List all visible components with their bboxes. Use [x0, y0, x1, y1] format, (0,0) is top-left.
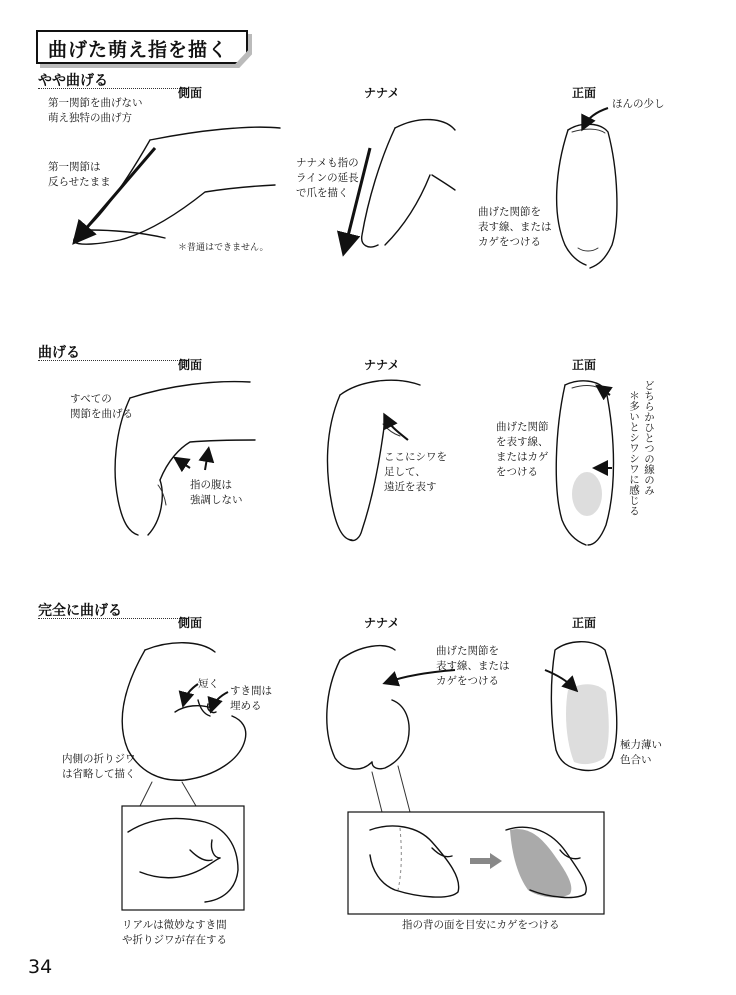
finger-full-front — [545, 642, 617, 771]
col-side: 側面 — [178, 358, 203, 372]
note-all-joints: すべての 関節を曲げる — [70, 393, 133, 420]
note-real: リアルは微妙なすき間 や折りジワが存在する — [122, 919, 227, 946]
note-inner: 内側の折りジワ は省略して描く — [62, 753, 136, 780]
note-joint-line: 曲げた関節 を表す線、 またはカゲ をつける — [496, 421, 549, 478]
finger-bend-side — [115, 382, 255, 535]
note-back: 指の背の面を目安にカゲをつける — [402, 919, 560, 931]
finger-full-side — [122, 643, 246, 910]
note-gap: すき間は 埋める — [230, 685, 272, 712]
note-first-joint: 第一関節を曲げない 萌え独特の曲げ方 — [48, 97, 143, 124]
page-title: 曲げた萌え指を描く — [48, 39, 229, 61]
note-reverse: 第一関節は 反らせたまま — [48, 161, 111, 188]
note-diagonal: ナナメも指の ラインの延長 で爪を描く — [296, 157, 359, 199]
col-side: 側面 — [178, 86, 203, 100]
section-heading-slight: やや曲げる — [38, 73, 108, 89]
col-front: 正面 — [572, 616, 597, 630]
col-diagonal: ナナメ — [364, 616, 400, 630]
col-diagonal: ナナメ — [364, 86, 400, 100]
note-vertical-one-line: どちらかひとつの線のみ — [643, 380, 655, 496]
note-slight: ほんの少し — [612, 98, 665, 110]
note-light: 極力薄い 色合い — [620, 739, 662, 766]
note-pad: 指の腹は 強調しない — [190, 479, 243, 506]
section-heading-full: 完全に曲げる — [38, 603, 122, 619]
note-normal: ＊普通はできません。 — [178, 243, 269, 253]
note-joint-line: 曲げた関節を 表す線、または カゲをつける — [436, 645, 510, 687]
col-diagonal: ナナメ — [364, 358, 400, 372]
finger-bend-front — [556, 381, 613, 545]
col-front: 正面 — [572, 358, 597, 372]
finger-slight-diagonal — [345, 120, 455, 248]
note-short: 短く — [198, 678, 219, 690]
finger-slight-front — [557, 108, 617, 268]
col-front: 正面 — [572, 86, 597, 100]
note-wrinkle: ここにシワを 足して、 遠近を表す — [384, 451, 447, 493]
col-side: 側面 — [178, 616, 203, 630]
note-joint-line: 曲げた関節を 表す線、または カゲをつける — [478, 206, 552, 248]
page-number: 34 — [28, 956, 53, 978]
note-vertical-too-many: ＊多いとシワシワに感じる — [628, 390, 640, 516]
section-heading-bend: 曲げる — [38, 345, 80, 361]
